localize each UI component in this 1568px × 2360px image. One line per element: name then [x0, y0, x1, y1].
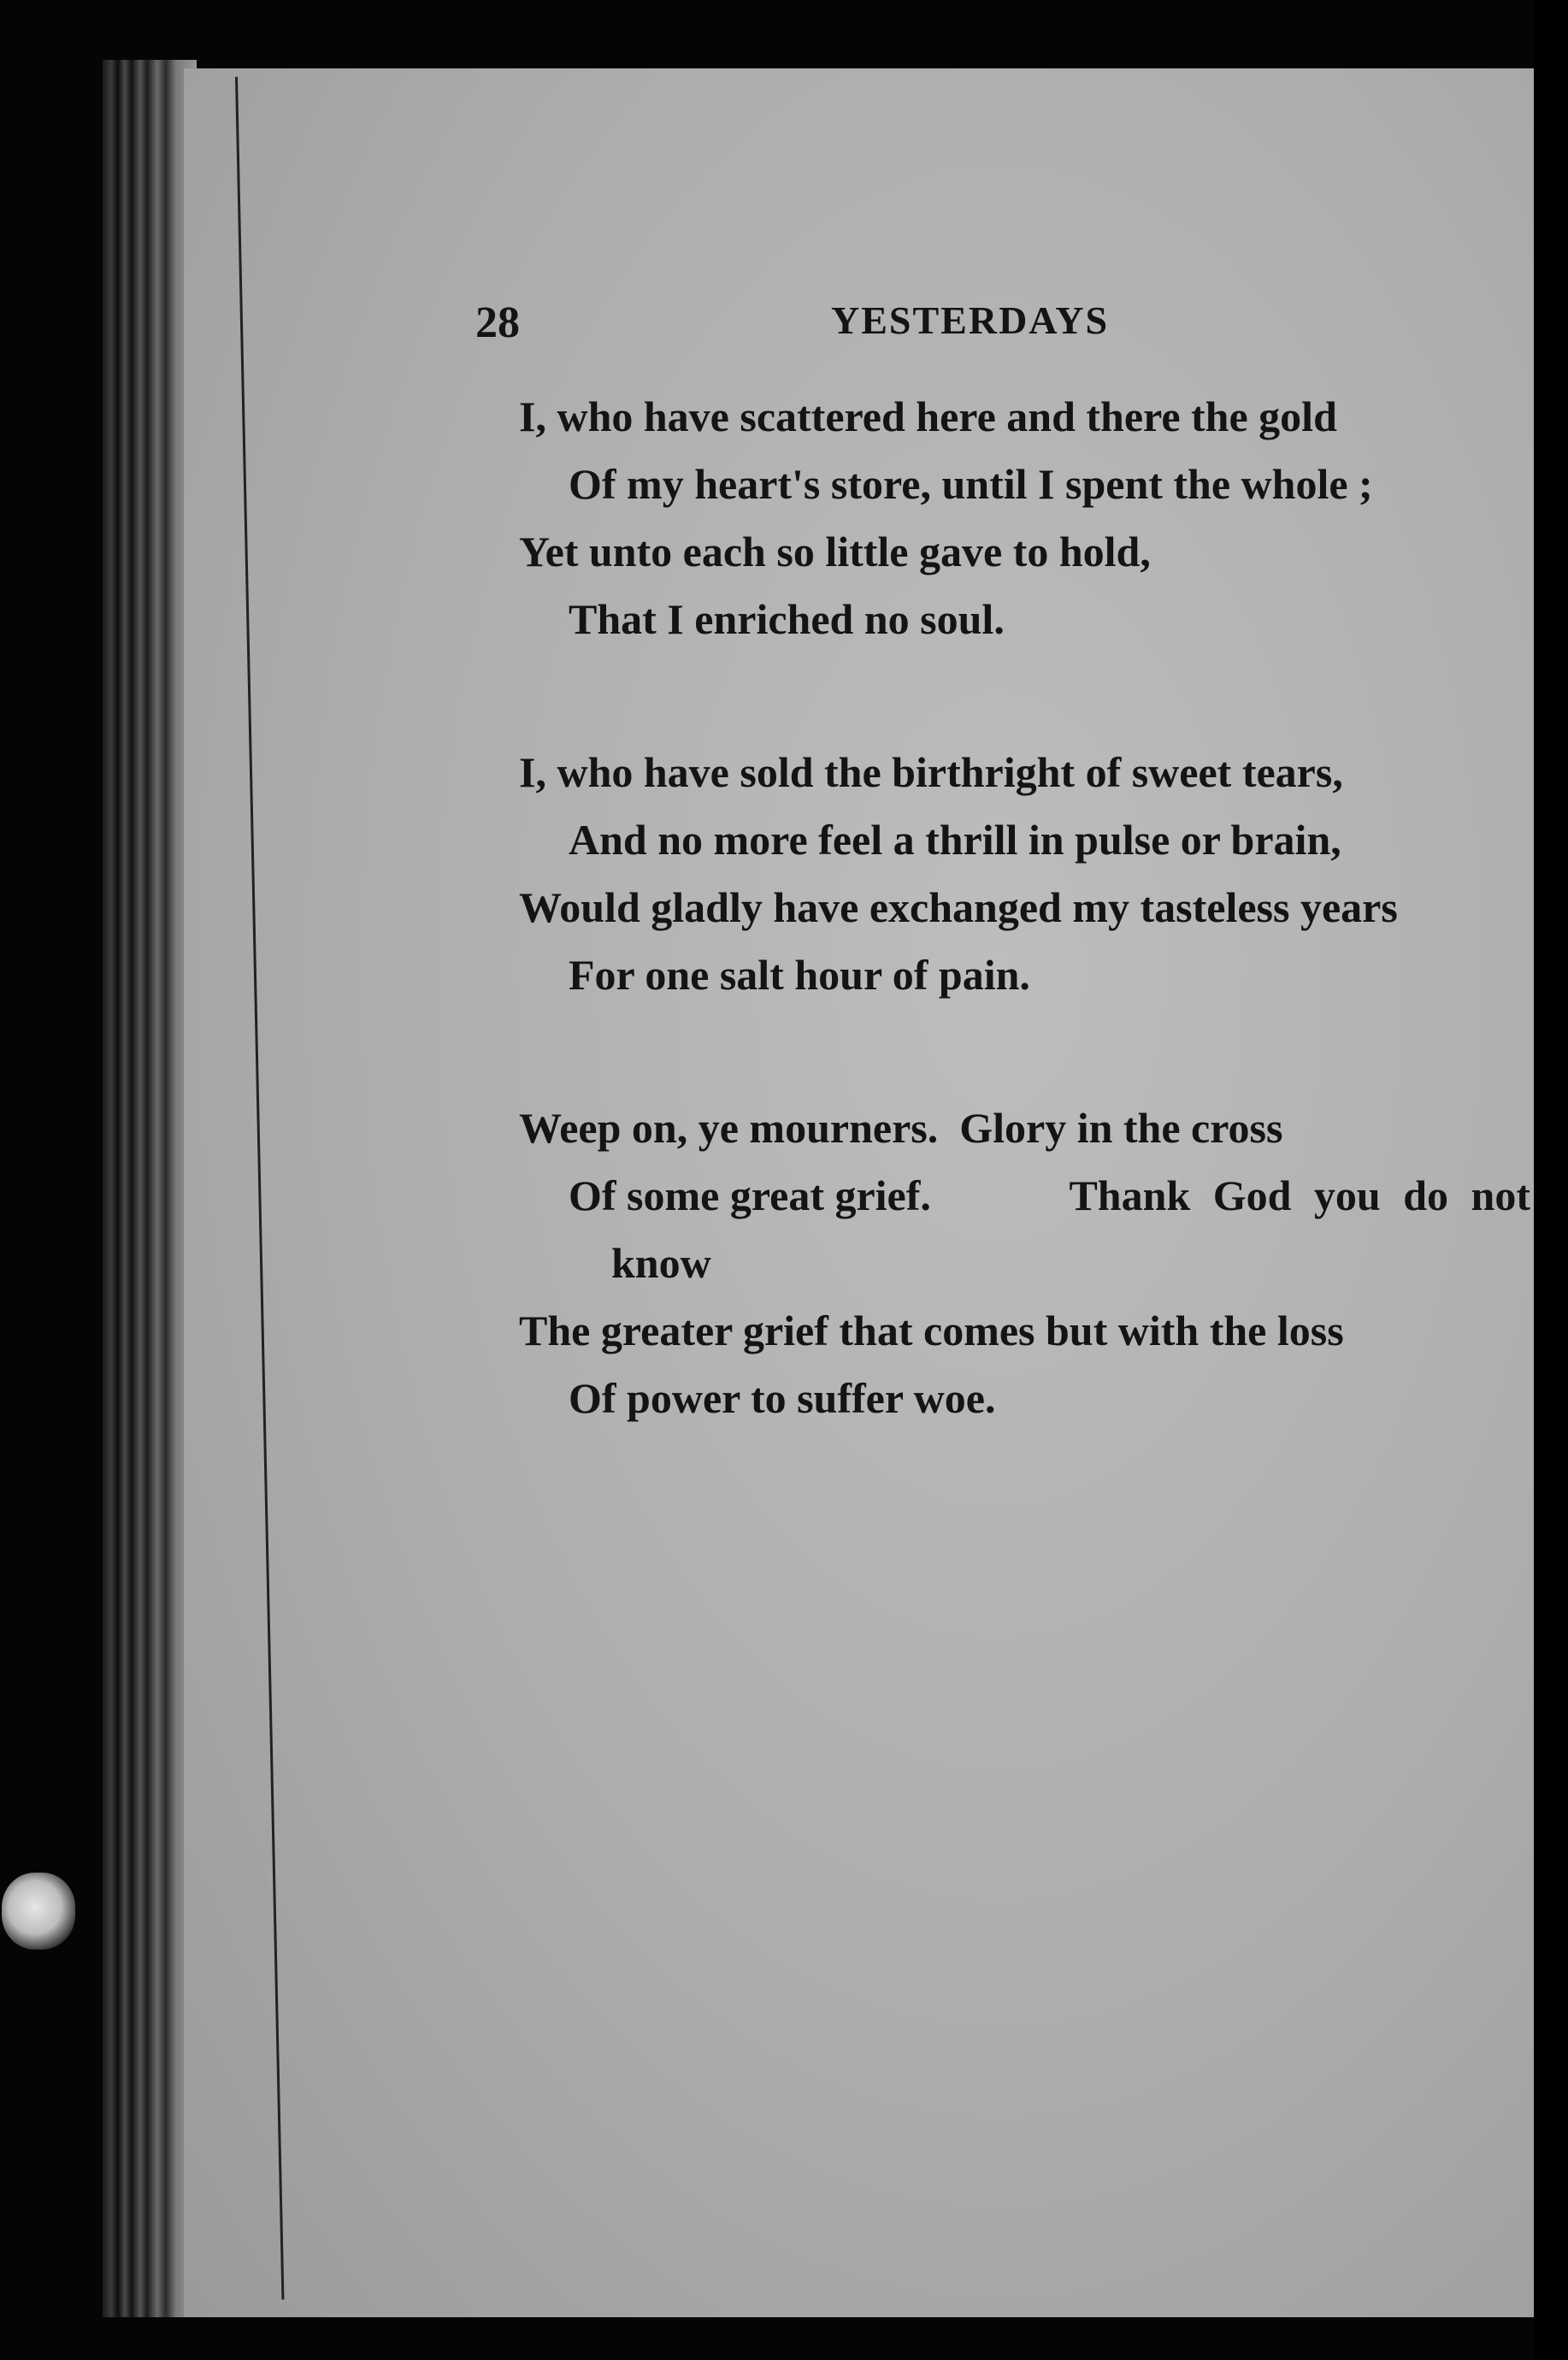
poem-line: Of power to suffer woe. [569, 1374, 996, 1422]
poem-line: I, who have scattered here and there the gold [519, 392, 1337, 440]
poem-line-part: Of some great grief. [569, 1171, 931, 1219]
stanza-2 [519, 739, 1511, 1009]
poem-line: And no more feel a thrill in pulse or brain, [569, 816, 1341, 864]
poem-line-part: Thank God you do not [1069, 1171, 1530, 1219]
poem-line: The greater grief that comes but with the loss [519, 1307, 1344, 1354]
page-number: 28 [475, 298, 520, 347]
poem-line: Of my heart's store, until I spent the whole ; [569, 460, 1373, 508]
ink-blot [2, 1873, 75, 1950]
running-title: YESTERDAYS [831, 298, 1110, 342]
scan-border [1534, 0, 1568, 2360]
poem-line: For one salt hour of pain. [569, 951, 1030, 999]
book-spine [103, 60, 197, 2317]
poem-line: That I enriched no soul. [569, 595, 1005, 643]
poem [519, 383, 1530, 1518]
poem-line: know [611, 1239, 711, 1287]
poem-line: I, who have sold the birthright of sweet tears, [519, 748, 1343, 796]
stanza-3 [519, 1094, 1530, 1432]
poem-line: Weep on, ye mourners. Glory in the cross [519, 1104, 1283, 1152]
poem-line-split [519, 1162, 1530, 1230]
poem-line-justified [569, 1162, 1530, 1230]
poem-line: Would gladly have exchanged my tasteless years [519, 883, 1398, 931]
poem-line: Yet unto each so little gave to hold, [519, 528, 1151, 575]
stanza-1 [519, 383, 1511, 653]
